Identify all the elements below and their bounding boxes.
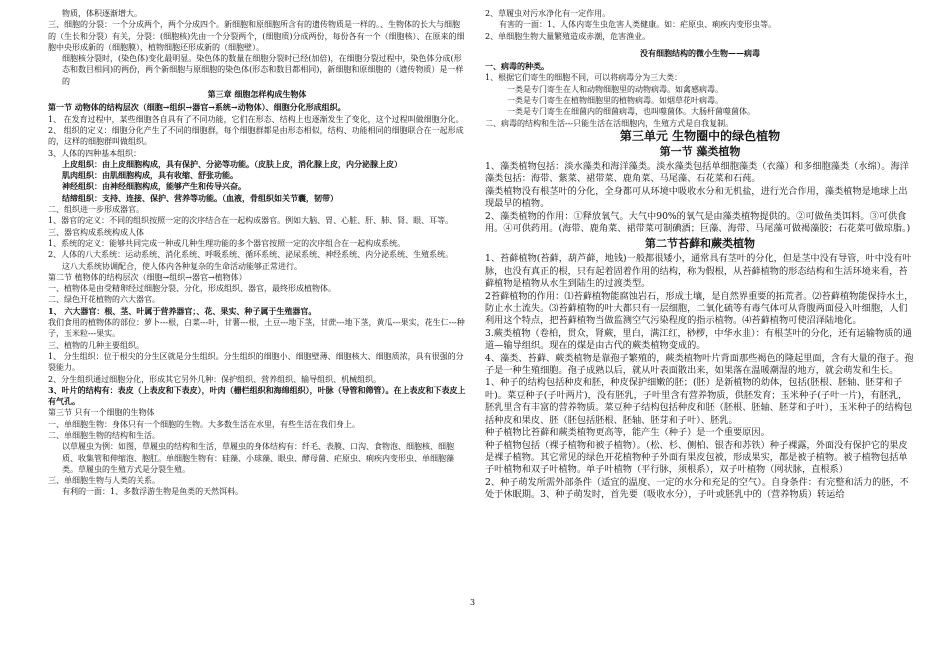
left-column <box>48 8 466 498</box>
section-title-algae: 第一节 藻类植物 <box>659 144 741 158</box>
left-line-13: 1、器官的定义：不同的组织按照一定的次序结合在一起构成器官。例如大脑、胃、心脏、肝、肺、肾、眼、耳等。 <box>48 216 454 226</box>
moss-line-2: 3.蕨类植物（卷柏，贯众，肾蕨，里白，满江红，桫椤，中华水韭）：有根茎叶的分化，还有运输物质的通道—输导组织。现在的煤是由古代的蕨类植物变成的。 <box>485 327 912 352</box>
left-line-32: 有利的一面：1、多数浮游生物是鱼类的天然饵料。 <box>62 487 244 497</box>
left-line-29: 二、单细胞生物的结构和生活。 <box>48 430 160 440</box>
left-line-14: 三、器官构成系统构成人体 <box>48 227 144 237</box>
right-top-line-1: 有害的一面：1、人体内寄生虫危害人类健康。如：疟原虫、痢疾内变形虫等。 <box>499 20 777 30</box>
moss-line-7: 2、种子萌发所需外部条件（适宜的温度、一定的水分和充足的空气）。自身条件：有完整和活力的胚，不处于休眠期。3、种子萌发时，首先要（吸收水分），子叶或胚乳中的（营养物质）转运给 <box>485 476 909 501</box>
left-line-7: 3、人体的四种基本组织： <box>48 148 142 158</box>
algae-line-2: 2、藻类植物的作用：①释放氧气。大气中90%的氧气是由藻类植物提供的。②可做鱼类饵料。③可供食用。④可供药用。(海带、鹿角菜、裙带菜可制碘酒；巨藻、海带、马尾藻可做褐藻胶；石花菜可做琼脂。) <box>485 210 911 234</box>
left-line-1: 三、细胞的分裂：一个分成两个，两个分成四个。新细胞和原细胞所含有的遗传物质是一样的。、生物体的长大与细胞的（生长和分裂）有关，分裂：(细胞核)先由一个分裂两个，(细胞质)分成两份，每份各有一个（细胞核）、在原来的细胞中央形成新的（细胞膜），植物细胞还形成新的（细胞壁）。 <box>48 20 465 52</box>
right-top-line-0: 2、草履虫对污水净化有一定作用。 <box>485 9 611 18</box>
moss-line-0: 1、苔藓植物(苔藓，葫芦藓，地钱)一般都很矮小，通常具有茎叶的分化，但是茎中没有导管，叶中没有叶脉，也没有真正的根，只有起着固着作用的结构，称为假根，从苔藓植物的形态结构和生活环境来看，苔藓植物是植物从水生到陆生的过渡类型。 <box>485 253 912 290</box>
left-line-19: 一、植物体是由受精卵经过细胞分裂、分化，形成组织、器官，最终形成植物体。 <box>48 284 336 294</box>
left-line-3: 第三章 细胞怎样构成生物体 <box>207 89 307 100</box>
left-line-21: 1、 六大器官：根、茎、叶属于营养器官；、花、果实、种子属于生殖器官。 <box>48 305 317 316</box>
unit-title: 第三单元 生物圈中的绿色植物 <box>619 128 781 143</box>
section-title-moss-fern: 第二节苔藓和蕨类植物 <box>645 237 755 251</box>
moss-line-6: 种子植物包括（裸子植物和被子植物）。（松、杉、侧柏、银杏和苏铁）种子裸露，外面没有保护它的果皮是裸子植物。其它常见的绿色开花植物种子外面有果皮包被，形成果实，都是被子植物。被子植物包括单子叶植物和双子叶植物。单子叶植物（平行脉，须根系），双子叶植物（网状脉，直根系） <box>485 439 908 476</box>
right-top-line-2: 2、单细胞生物大量繁殖造成赤潮，危害渔业。 <box>485 31 651 41</box>
left-line-31: 三、单细胞生物与人类的关系。 <box>48 476 160 486</box>
left-line-4: 第一节 动物体的结构层次（细胞→组织→器官→系统→动物体）、细胞分化形成组织。 <box>48 102 346 113</box>
left-line-15: 1、系统的定义：能够共同完成一种或几种生理功能的多个器官按照一定的次序组合在一起构成系统。 <box>48 238 406 248</box>
left-line-2: 细胞核分裂时，(染色体)变化最明显。染色体的数量在细胞分裂时已经(加倍)，在细胞分裂过程中，染色体分成(形态和数目相同)的两份，两个新细胞与原细胞的染色体(形态和数目都相同)，新细胞和原细胞的（遗传物质）是一样的 <box>62 54 464 86</box>
virus-line-1: 1、根据它们寄生的细胞不同，可以将病毒分为三大类： <box>485 73 683 83</box>
left-line-8: 上皮组织：由上皮细胞构成，具有保护、分泌等功能。（皮肤上皮，消化腺上皮，内分泌腺上皮） <box>62 158 402 169</box>
left-line-30: 以草履虫为例：如图，草履虫的结构和生活，草履虫的身体结构有：纤毛、表膜、口沟、食物泡、细胞核、细胞质、收集管和伸缩泡、胞肛。单细胞生物有：硅藻、小球藻、眼虫、酵母菌、疟原虫、痢疾内变形虫、单细胞藻类。草履虫的生殖方式是分裂生殖。 <box>62 442 454 474</box>
left-line-24: 1、 分生组织：位于根尖的分生区就是分生组织。分生组织的细胞小、细胞壁薄、细胞核大、细胞质浓，具有很强的分裂能力。 <box>48 351 464 373</box>
left-line-12: 二、组织进一步形成器官。 <box>48 205 144 215</box>
left-line-22: 我们食用的植物体的部位：萝卜---根，白菜---叶，甘薯---根，土豆---地下茎，甘蔗---地下茎，黄瓜---果实，花生仁---种子，玉米粒---果实。 <box>48 318 465 339</box>
left-line-20: 二、绿色开花植物的六大器官。 <box>48 295 160 305</box>
moss-line-4: 1、种子的结构包括种皮和胚，种皮保护细嫩的胚；(胚）是新植物的幼体，包括(胚根、胚轴、胚芽和子叶)。菜豆种子(子叶两片)，没有胚乳，子叶里含有营养物质，供胚发育；玉米种子(子叶一片)，有胚乳，胚乳里含有丰富的营养物质。菜豆种子结构包括种皮和胚（胚根、胚轴、胚芽和子叶），玉米种子的结构包括种皮和果皮、胚（胚包括胚根、胚轴、胚芽和子叶）、胚乳。 <box>485 377 913 426</box>
moss-line-5: 种子植物比苔藓和蕨类植物更高等，能产生（种子）是一个重要原因。 <box>485 427 770 439</box>
moss-line-3: 4、藻类、苔藓、蕨类植物是靠孢子繁殖的，蕨类植物叶片背面那些褐色的隆起里面，含有大量的孢子。孢子是一种生殖细胞。孢子成熟以后，就从叶表面散出来，如果落在温暖潮湿的地方，就会萌发和生长。 <box>485 352 914 377</box>
virus-line-3: 一类是专门寄生在植物细胞里的植物病毒。如烟草花叶病毒。 <box>507 96 723 106</box>
algae-line-1: 藻类植物没有根茎叶的分化，全身都可从环境中吸收水分和无机盐，进行光合作用，藻类植物是地球上出现最早的植物。 <box>485 185 908 210</box>
virus-line-2: 一类是专门寄生在人和动物细胞里的动物病毒。如禽感病毒。 <box>507 84 723 94</box>
left-line-18: 第二节 植物体的结构层次（细胞→组织→器官→植物体） <box>48 272 247 282</box>
left-line-10: 神经组织：由神经细胞构成，能够产生和传导兴奋。 <box>62 181 246 192</box>
left-line-6: 2、 组织的定义：细胞分化产生了不同的细胞群，每个细胞群都是由形态相似，结构、功能相同的细胞联合在一起形成的，这样的细胞群叫做组织。 <box>48 125 464 147</box>
left-line-9: 肌肉组织：由肌细胞构成，具有收缩、舒张功能。 <box>62 170 238 181</box>
algae-line-0: 1、藻类植物包括：淡水藻类和海洋藻类。淡水藻类包括单细胞藻类（衣藻）和多细胞藻类（水绵）。海洋藻类包括：海带、紫菜、裙带菜、鹿角菜、马尾藻、石花菜和石莼。 <box>485 160 909 185</box>
virus-line-4: 一类是专门寄生在细菌内的细菌病毒，也叫噬菌体。大肠杆菌噬菌体。 <box>507 107 755 117</box>
left-line-27: 第三节 只有一个细胞的生物体 <box>48 408 155 418</box>
virus-line-0: 一、病毒的种类。 <box>485 61 549 72</box>
left-line-28: 一、单细胞生物：身体只有一个细胞的生物。大多数生活在水里，有些生活在我们身上。 <box>48 419 360 429</box>
virus-section-title: 没有细胞结构的微小生物——病毒 <box>640 47 760 58</box>
left-line-26: 3、叶片的结构有：表皮（上表皮和下表皮），叶肉（栅栏组织和海绵组织），叶脉（导管和筛管）。在上表皮和下表皮上有气孔。 <box>48 384 466 407</box>
left-line-5: 1、 在发育过程中，某些细胞各自具有了不同功能，它们在形态、结构上也逐渐发生了变化，这个过程叫做细胞分化。 <box>48 114 464 124</box>
left-line-0: 物质，体积逐渐增大。 <box>62 9 142 18</box>
left-line-11: 结缔组织：支持、连接、保护、营养等功能。（血液，骨组织如关节囊，韧带） <box>62 192 338 203</box>
moss-line-1: 2苔藓植物的作用：⑴苔藓植物能腐蚀岩石，形成土壤，是自然界重要的拓荒者。⑵苔藓植物能保持水土，防止水土流失。⑶苔藓植物的叶大都只有一层细胞，二氧化硫等有毒气体可从背腹两面侵入叶细胞，人们利用这个特点，把苔藓植物当做监测空气污染程度的指示植物。⑷苔藓植物可使沼泽陆地化。 <box>485 290 914 327</box>
left-line-25: 2、分生组织通过细胞分化，形成其它另外几种：保护组织、营养组织、输导组织、机械组织。 <box>48 374 382 384</box>
left-line-17: 这八大系统协调配合，使人体内各种复杂的生命活动能够正常进行。 <box>62 261 302 271</box>
left-line-16: 2、人体的八大系统：运动系统、消化系统、呼吸系统、循环系统、泌尿系统、神经系统、内分泌系统、生殖系统。 <box>48 250 454 260</box>
page-number: 3 <box>470 598 476 607</box>
right-column <box>485 8 915 502</box>
virus-line-5: 二、病毒的结构和生活---只能生活在活细胞内，生殖方式是自我复制。 <box>485 118 734 128</box>
left-line-23: 三、植物的几种主要组织。 <box>48 340 144 350</box>
